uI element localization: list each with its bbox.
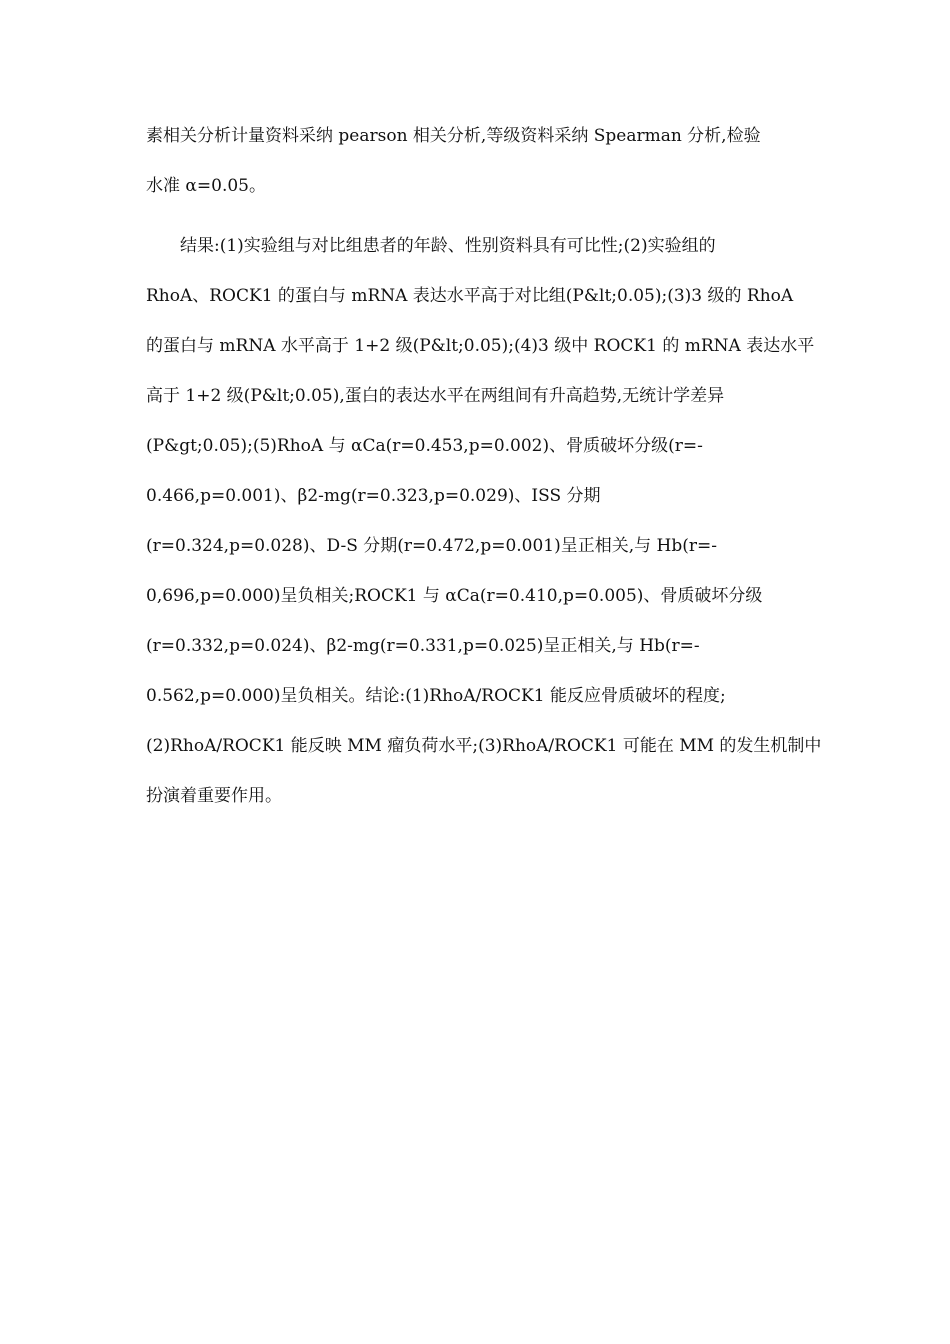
paragraph-2-line-12: 扮演着重要作用。 (146, 786, 282, 806)
paragraph-2-line-11: (2)RhoA/ROCK1 能反映 MM 瘤负荷水平;(3)RhoA/ROCK1 可能在 MM 的发生机制中 (146, 736, 822, 756)
paragraph-2-line-10: 0.562,p=0.000)呈负相关。结论:(1)RhoA/ROCK1 能反应骨质破坏的程度; (146, 686, 726, 706)
paragraph-2-line-6: 0.466,p=0.001)、β2-mg(r=0.323,p=0.029)、ISS 分期 (146, 486, 601, 506)
paragraph-2-line-3: 的蛋白与 mRNA 水平高于 1+2 级(P&lt;0.05);(4)3 级中 ROCK1 的 mRNA 表达水平 (146, 336, 815, 356)
paragraph-2-line-4: 高于 1+2 级(P&lt;0.05),蛋白的表达水平在两组间有升高趋势,无统计学差异 (146, 386, 725, 406)
paragraph-1-line-1: 素相关分析计量资料采纳 pearson 相关分析,等级资料采纳 Spearman 分析,检验 (146, 126, 761, 146)
paragraph-2-line-2: RhoA、ROCK1 的蛋白与 mRNA 表达水平高于对比组(P&lt;0.05);(3)3 级的 RhoA (146, 286, 794, 306)
paragraph-2-line-7: (r=0.324,p=0.028)、D-S 分期(r=0.472,p=0.001)呈正相关,与 Hb(r=- (146, 536, 718, 556)
paragraph-2-line-8: 0,696,p=0.000)呈负相关;ROCK1 与 αCa(r=0.410,p=0.005)、骨质破坏分级 (146, 586, 763, 606)
paragraph-2-line-9: (r=0.332,p=0.024)、β2-mg(r=0.331,p=0.025)呈正相关,与 Hb(r=- (146, 636, 700, 656)
paragraph-1-line-2: 水准 α=0.05。 (146, 176, 266, 196)
paragraph-2-line-1: 结果:(1)实验组与对比组患者的年龄、性别资料具有可比性;(2)实验组的 (180, 236, 716, 256)
paragraph-2-line-5: (P&gt;0.05);(5)RhoA 与 αCa(r=0.453,p=0.002)、骨质破坏分级(r=- (146, 436, 703, 456)
